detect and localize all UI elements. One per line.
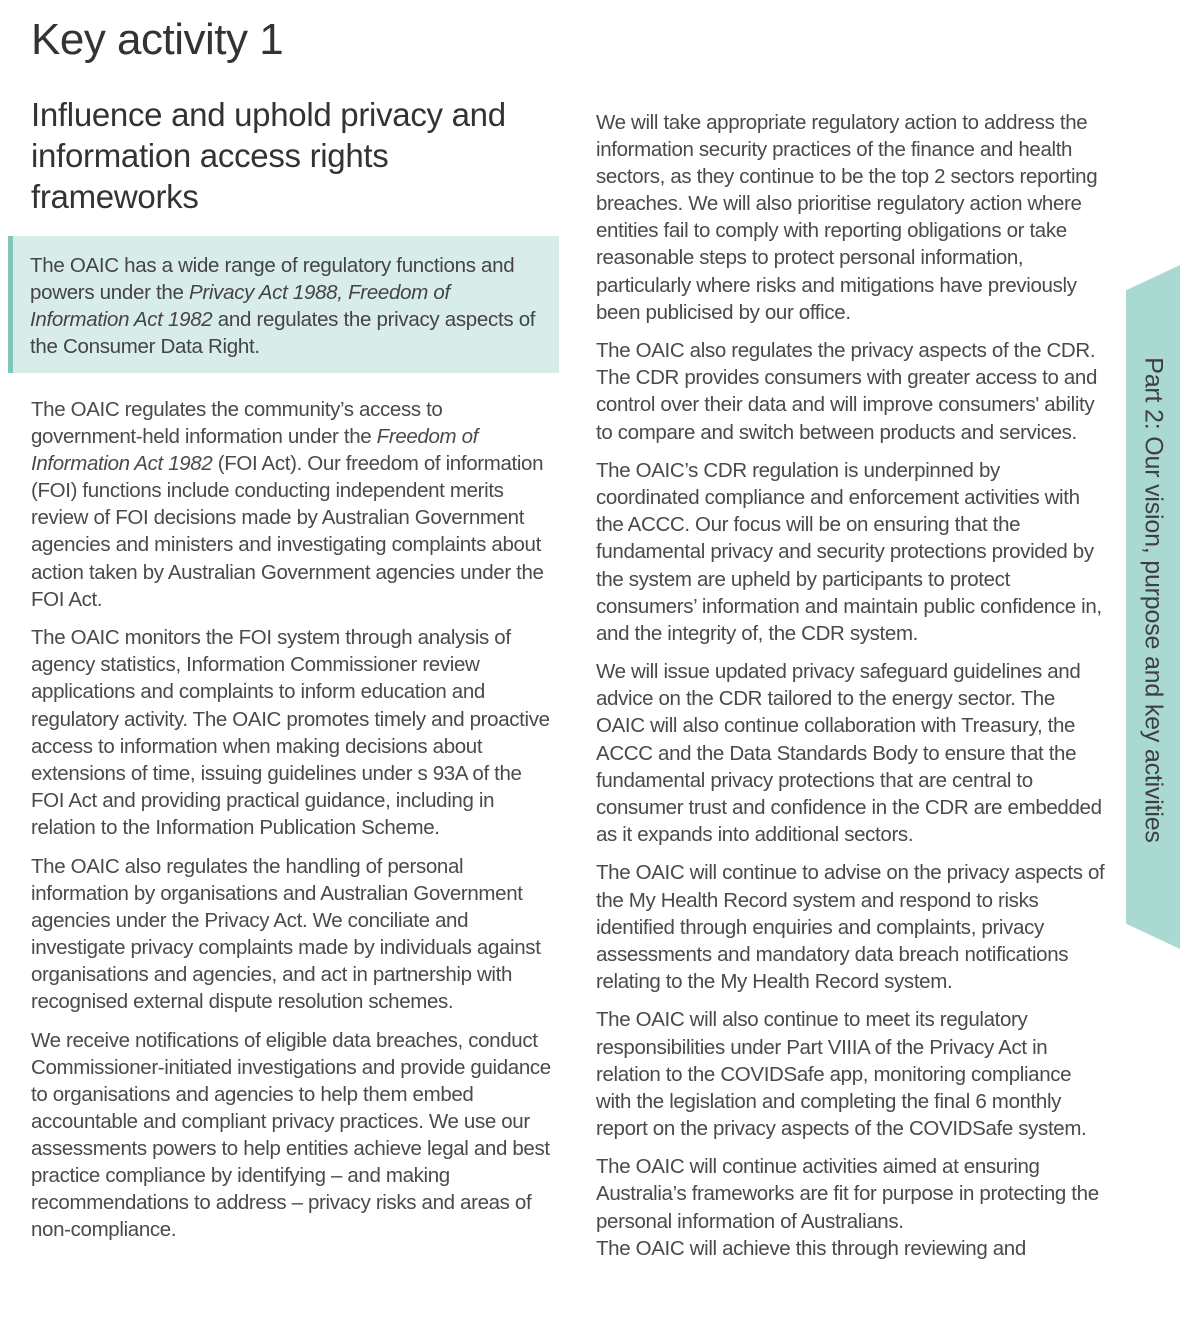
section-side-tab-label: Part 2: Our vision, purpose and key activities [1139, 357, 1168, 843]
right-paragraph-4: We will issue updated privacy safeguard guidelines and advice on the CDR tailored to the energy sector. The OAIC will also continue collaboration with Treasury, the ACCC and the Data Standards Body to ensure that the fundamental privacy protections that are central to consumer trust and confidence in the CDR are embedded as it expands into additional sectors. [596, 660, 1102, 846]
right-paragraph-2: The OAIC also regulates the privacy aspects of the CDR. The CDR provides consumers with greater access to and control over their data and will improve consumers' ability to compare and switch between products and services. [596, 339, 1098, 444]
page-title: Key activity 1 [31, 15, 284, 64]
right-paragraph-3: The OAIC’s CDR regulation is underpinned by coordinated compliance and enforcement activities with the ACCC. Our focus will be on ensuring that the fundamental privacy and security protections provided by the system are upheld by participants to protect consumers’ information and maintain public confidence in, and the integrity of, the CDR system. [596, 459, 1102, 645]
left-paragraph-1-pre: The OAIC regulates the community’s access to government-held information under the [31, 398, 443, 449]
left-paragraph-2: The OAIC monitors the FOI system through analysis of agency statistics, Information Commissioner review applications and complaints to inform education and regulatory activity. The OAIC promotes timely and proactive access to information when making decisions about extensions of time, issuing guidelines under s 93A of the FOI Act and providing practical guidance, including in relation to the Information Publication Scheme. [31, 626, 550, 839]
right-paragraph-8: The OAIC will achieve this through reviewing and [596, 1236, 1026, 1260]
right-paragraph-7: The OAIC will continue activities aimed at ensuring Australia’s frameworks are fit for purpose in protecting the personal information of Australians. [596, 1155, 1099, 1233]
intro-text-act-names: Privacy Act 1988, Freedom of Information Act 1982 [30, 281, 450, 331]
left-paragraph-3: The OAIC also regulates the handling of personal information by organisations and Australian Government agencies under the Privacy Act. We conciliate and investigate privacy complaints made by individuals against organisations and agencies, and act in partnership with recognised external dispute resolution schemes. [31, 854, 541, 1013]
intro-text-post: and regulates the privacy aspects of the Consumer Data Right. [30, 308, 536, 358]
left-paragraph-1 [31, 396, 551, 613]
intro-text [30, 252, 539, 360]
left-paragraph-1-act-name: Freedom of Information Act 1982 [31, 425, 478, 476]
right-paragraph-5: The OAIC will continue to advise on the privacy aspects of the My Health Record system and respond to risks identified through enquiries and complaints, privacy assessments and mandatory data breach notifications relating to the My Health Record system. [596, 861, 1105, 993]
right-paragraph-1: We will take appropriate regulatory action to address the information security practices of the finance and health sectors, as they continue to be the top 2 sectors reporting breaches. We will also prioritise regulatory action where entities fail to comply with reporting obligations or take reasonable steps to protect personal information, particularly where risks and mitigations have previously been publicised by our office. [596, 111, 1098, 324]
left-paragraph-1-post: (FOI Act). Our freedom of information (FOI) functions include conducting independent merits review of FOI decisions made by Australian Government agencies and ministers and investigating complaints about action taken by Australian Government agencies under the FOI Act. [31, 452, 544, 611]
section-heading: Influence and uphold privacy and information access rights frameworks [31, 96, 506, 215]
right-column [596, 109, 1108, 1273]
left-paragraph-4: We receive notifications of eligible data breaches, conduct Commissioner-initiated investigations and provide guidance to organisations and agencies to help them embed accountable and compliant privacy practices. We use our assessments powers to help entities achieve legal and best practice compliance by identifying – and making recommendations to address – privacy risks and areas of non-compliance. [31, 1028, 551, 1242]
left-column [31, 396, 551, 1255]
intro-callout [8, 236, 559, 373]
right-paragraph-6: The OAIC will also continue to meet its regulatory responsibilities under Part VIIIA of the Privacy Act in relation to the COVIDSafe app, monitoring compliance with the legislation and completing the final 6 monthly report on the privacy aspects of the COVIDSafe system. [596, 1008, 1087, 1140]
intro-text-pre: The OAIC has a wide range of regulatory functions and powers under the [30, 254, 515, 304]
